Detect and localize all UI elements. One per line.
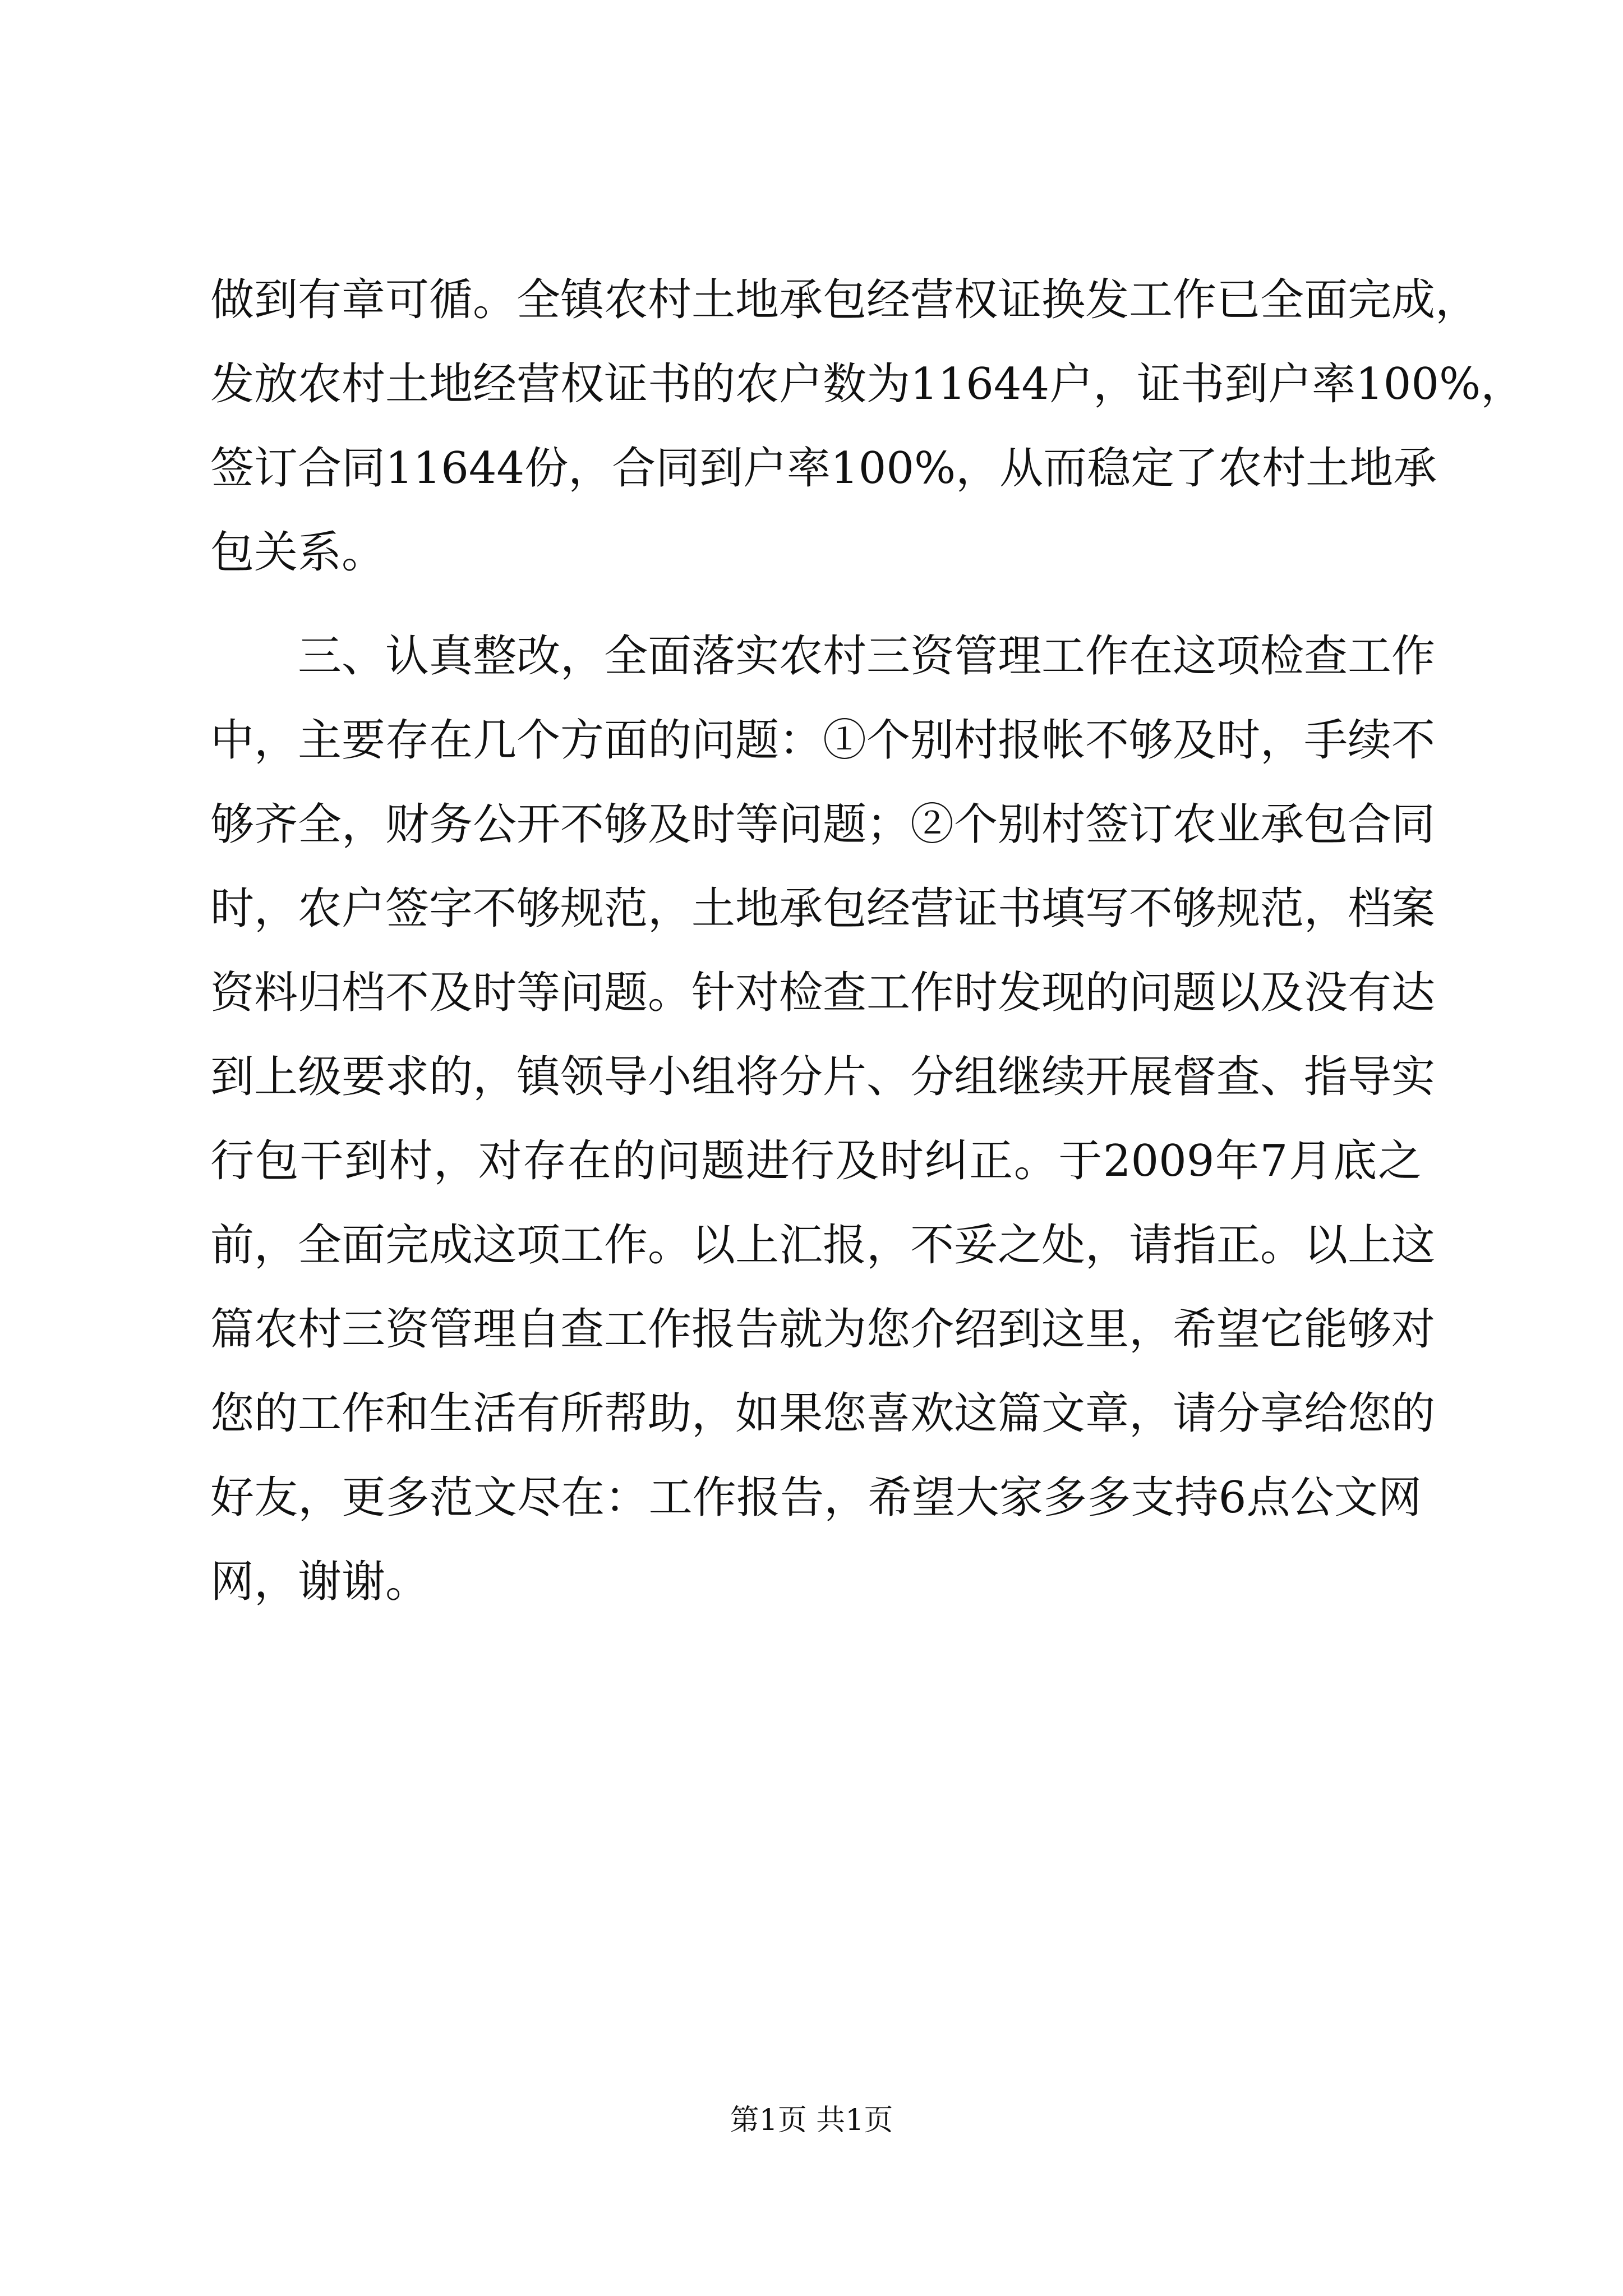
text-line: 到上级要求的，镇领导小组将分片、分组继续开展督查、指导实 <box>210 1052 1436 1102</box>
text-line: 您的工作和生活有所帮助，如果您喜欢这篇文章，请分享给您的 <box>210 1388 1436 1439</box>
text-line: 发放农村土地经营权证书的农户数为11644户，证书到户率100%， <box>210 359 1525 409</box>
text-line: 中，主要存在几个方面的问题：①个别村报帐不够及时，手续不 <box>210 715 1436 766</box>
text-line: 行包干到村，对存在的问题进行及时纠正。于2009年7月底之 <box>210 1136 1422 1186</box>
text-line: 包关系。 <box>210 527 386 578</box>
text-line: 资料归档不及时等问题。针对检查工作时发现的问题以及没有达 <box>210 968 1436 1018</box>
text-line: 签订合同11644份，合同到户率100%，从而稳定了农村土地承 <box>210 443 1437 494</box>
paragraph-heading-line: 三、认真整改，全面落实农村三资管理工作在这项检查工作 <box>298 631 1436 682</box>
text-line: 够齐全，财务公开不够及时等问题；②个别村签订农业承包合同 <box>210 799 1436 850</box>
page-number-footer: 第1页 共1页 <box>730 2104 893 2137</box>
text-line: 好友，更多范文尽在：工作报告，希望大家多多支持6点公文网 <box>210 1473 1422 1523</box>
text-line: 网，谢谢。 <box>210 1557 430 1607</box>
text-line: 做到有章可循。全镇农村土地承包经营权证换发工作已全面完成， <box>210 275 1479 325</box>
text-line: 篇农村三资管理自查工作报告就为您介绍到这里，希望它能够对 <box>210 1304 1436 1355</box>
text-line: 前，全面完成这项工作。以上汇报，不妥之处，请指正。以上这 <box>210 1220 1436 1271</box>
text-line: 时，农户签字不够规范，土地承包经营证书填写不够规范，档案 <box>210 884 1436 934</box>
